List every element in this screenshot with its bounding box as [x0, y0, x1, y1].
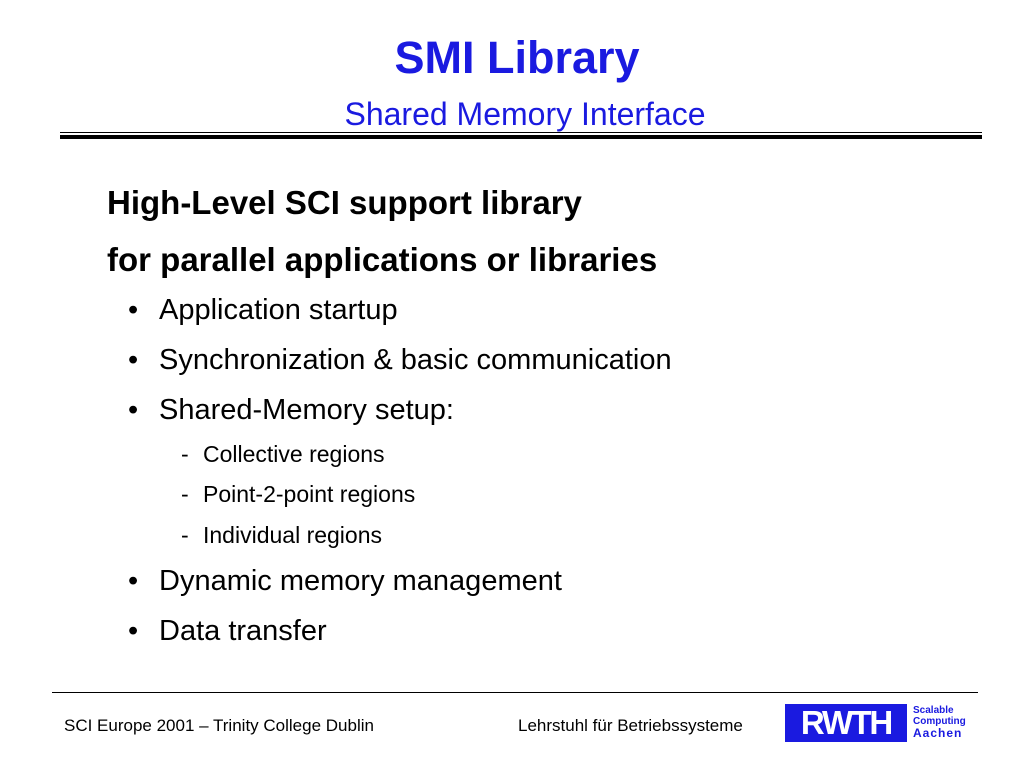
bullet-item: [128, 613, 327, 649]
bullet-text: Synchronization & basic communication: [159, 344, 672, 376]
bullet-text: Dynamic memory management: [159, 565, 562, 597]
bullet-item: [128, 292, 398, 328]
bullet-text: Application startup: [159, 294, 398, 326]
bullet-text: Data transfer: [159, 615, 327, 647]
footer-department: Lehrstuhl für Betriebssysteme: [518, 716, 743, 735]
logo-tagline: [913, 705, 966, 740]
logo-line-1: Scalable: [913, 705, 954, 716]
sub-item-text: Point-2-point regions: [203, 481, 416, 507]
sub-item-text: Collective regions: [203, 441, 385, 467]
title-divider-thin: [60, 132, 982, 133]
bullet-item: [128, 342, 672, 378]
logo-line-3: Aachen: [913, 726, 963, 740]
bullet-item: [128, 563, 562, 599]
sub-item: [181, 520, 382, 550]
rwth-logo: [785, 704, 973, 742]
bullet-icon: •: [128, 394, 139, 426]
sub-item-text: Individual regions: [203, 522, 383, 548]
bullet-item: [128, 392, 454, 428]
logo-line-2: Computing: [913, 716, 966, 727]
slide-title: SMI Library: [394, 32, 640, 83]
heading-line-2: for parallel applications or libraries: [107, 241, 658, 278]
dash-icon: -: [181, 441, 189, 467]
sub-item: [181, 439, 385, 469]
footer-conference: SCI Europe 2001 – Trinity College Dublin: [64, 716, 374, 735]
sub-item: [181, 479, 415, 509]
dash-icon: -: [181, 481, 189, 507]
bullet-icon: •: [128, 615, 139, 647]
dash-icon: -: [181, 522, 189, 548]
bullet-text: Shared-Memory setup:: [159, 394, 454, 426]
rwth-logo-mark: RWTH: [785, 704, 907, 742]
bullet-icon: •: [128, 565, 139, 597]
title-divider-thick: [60, 135, 982, 139]
bullet-icon: •: [128, 344, 139, 376]
footer-divider: [52, 692, 978, 693]
slide-subtitle: Shared Memory Interface: [344, 96, 706, 132]
bullet-icon: •: [128, 294, 139, 326]
heading-line-1: High-Level SCI support library: [107, 184, 582, 221]
